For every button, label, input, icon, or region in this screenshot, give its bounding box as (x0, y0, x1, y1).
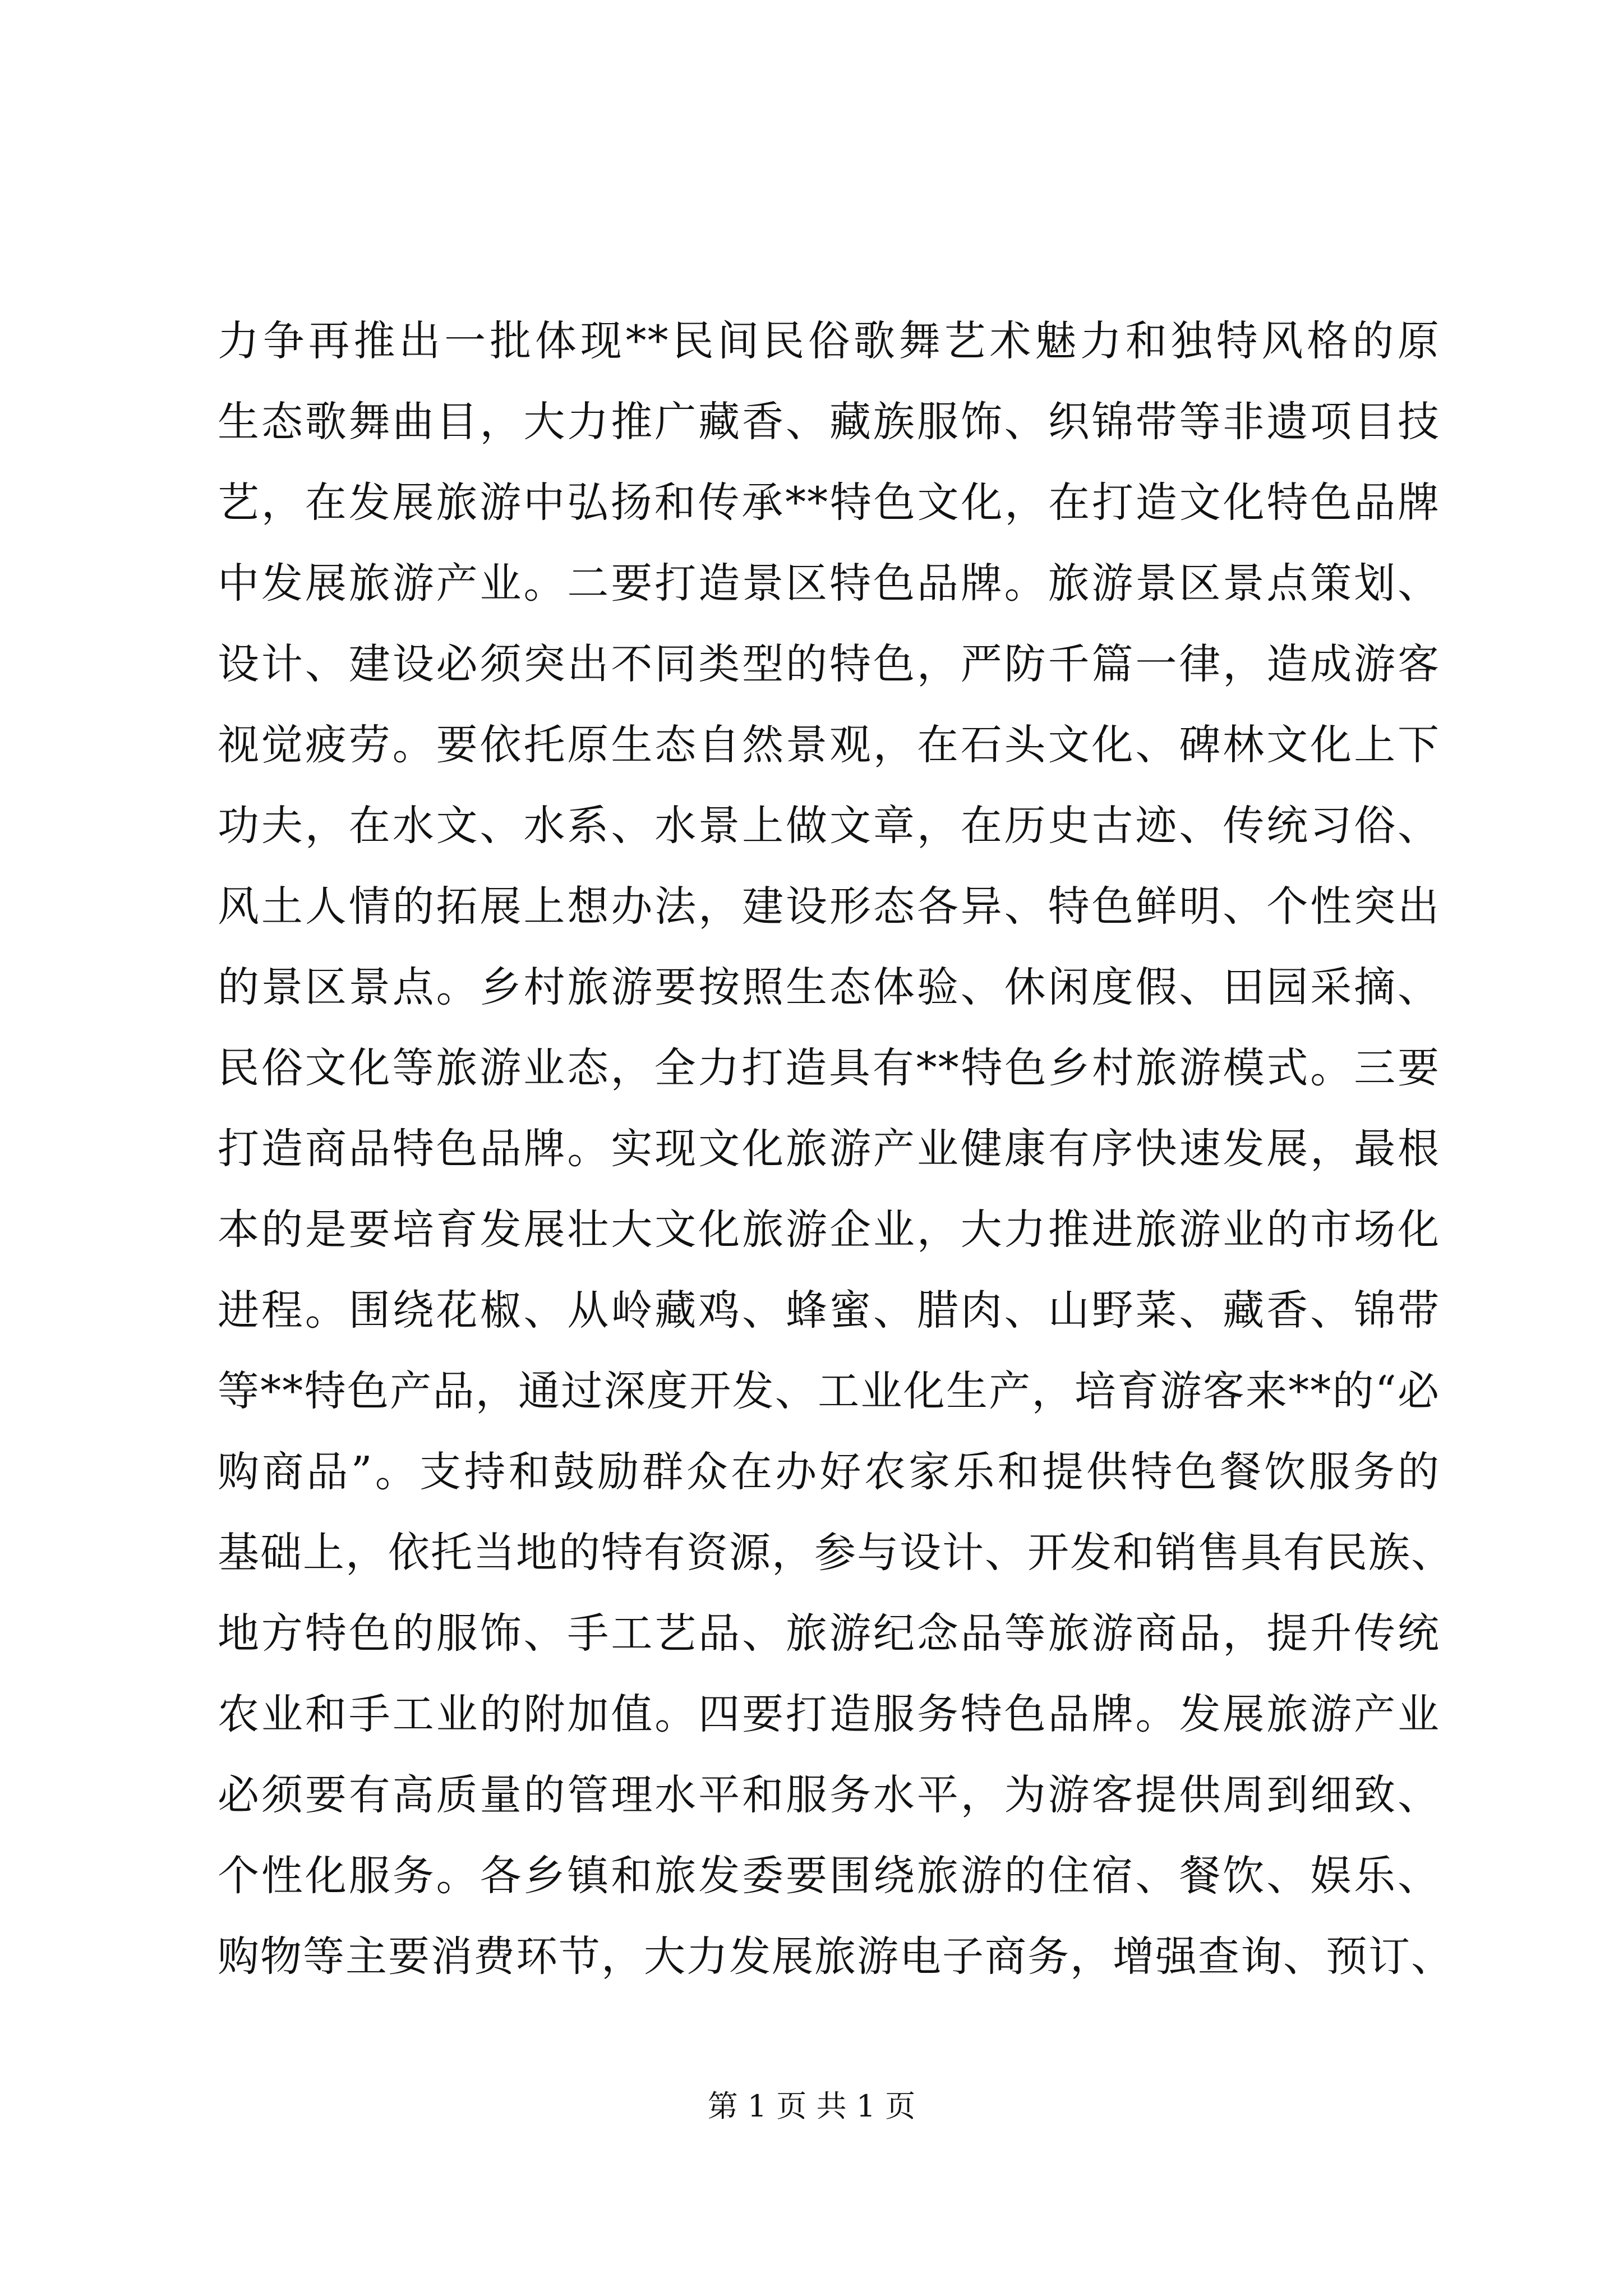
text-line: 农业和手工业的附加值。四要打造服务特色品牌。发展旅游产业 (218, 1690, 1440, 1738)
text-line: 设计、建设必须突出不同类型的特色，严防千篇一律，造成游客 (218, 640, 1440, 688)
text-line: 的景区景点。乡村旅游要按照生态体验、休闲度假、田园采摘、 (218, 963, 1440, 1011)
text-line: 个性化服务。各乡镇和旅发委要围绕旅游的住宿、餐饮、娱乐、 (218, 1852, 1440, 1900)
text-line: 地方特色的服饰、手工艺品、旅游纪念品等旅游商品，提升传统 (218, 1609, 1440, 1658)
text-line: 视觉疲劳。要依托原生态自然景观，在石头文化、碑林文化上下 (218, 721, 1440, 769)
text-line: 风土人情的拓展上想办法，建设形态各异、特色鲜明、个性突出 (218, 882, 1440, 931)
text-line: 民俗文化等旅游业态，全力打造具有**特色乡村旅游模式。三要 (218, 1044, 1440, 1092)
text-line: 艺，在发展旅游中弘扬和传承**特色文化，在打造文化特色品牌 (218, 478, 1440, 527)
text-line: 力争再推出一批体现**民间民俗歌舞艺术魅力和独特风格的原 (218, 317, 1440, 365)
text-line: 生态歌舞曲目，大力推广藏香、藏族服饰、织锦带等非遗项目技 (218, 398, 1440, 446)
text-line: 必须要有高质量的管理水平和服务水平，为游客提供周到细致、 (218, 1771, 1440, 1819)
page-footer: 第 1 页 共 1 页 (707, 2088, 916, 2124)
text-line: 购物等主要消费环节，大力发展旅游电子商务，增强查询、预订、 (218, 1932, 1454, 1981)
text-line: 等**特色产品，通过深度开发、工业化生产，培育游客来**的“必 (218, 1367, 1440, 1415)
text-line: 打造商品特色品牌。实现文化旅游产业健康有序快速发展，最根 (218, 1125, 1440, 1173)
text-line: 中发展旅游产业。二要打造景区特色品牌。旅游景区景点策划、 (218, 559, 1440, 608)
text-line: 基础上，依托当地的特有资源，参与设计、开发和销售具有民族、 (218, 1529, 1454, 1577)
text-line: 功夫，在水文、水系、水景上做文章，在历史古迹、传统习俗、 (218, 802, 1440, 850)
text-line: 进程。围绕花椒、从岭藏鸡、蜂蜜、腊肉、山野菜、藏香、锦带 (218, 1286, 1440, 1335)
text-line: 本的是要培育发展壮大文化旅游企业，大力推进旅游业的市场化 (218, 1205, 1440, 1254)
text-line: 购商品”。支持和鼓励群众在办好农家乐和提供特色餐饮服务的 (218, 1448, 1440, 1496)
body-paragraph (218, 301, 1454, 1997)
